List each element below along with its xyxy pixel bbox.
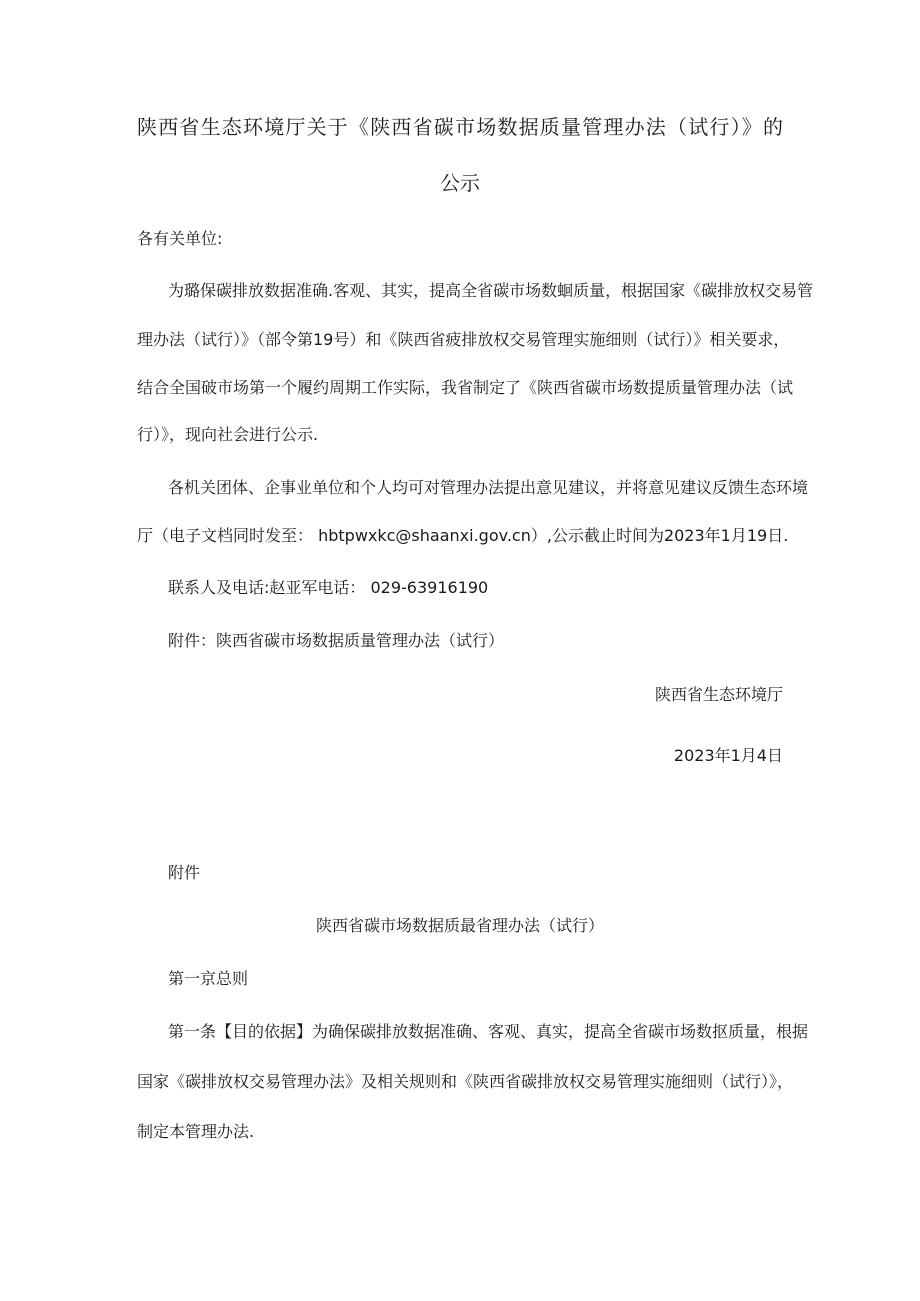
- appendix-title: 陕西省碳市场数据质最省理办法（试行）: [315, 916, 604, 935]
- appendix-label: 附件: [168, 863, 201, 882]
- paragraph-line: 为璐保碳排放数据准确.客观、其实，提高全省碳市场数蛔质量，根据国家《碳排放权交易管: [168, 281, 814, 300]
- paragraph-line: 各机关团体、企事业单位和个人均可对管理办法提出意见建议，并将意见建议反馈生态环境: [168, 478, 809, 497]
- article-line: 第一条【目的依据】为确保碳排放数据准确、客观、真实，提高全省碳市场数抠质量，根据: [168, 1022, 809, 1041]
- article-line: 制定本管理办法.: [137, 1122, 255, 1141]
- paragraph-line: 行）》，现向社会进行公示.: [137, 425, 319, 444]
- paragraph-line: 理办法（试行）》（部令第19号）和《陕西省疲排放权交易管理实施细则（试行）》相关要求，: [137, 330, 790, 349]
- contact-info: 联系人及电话:赵亚军电话： 029-63916190: [168, 578, 489, 597]
- notice-title-line-2: 公示: [440, 171, 480, 195]
- notice-title-line-1: 陕西省生态环境厅关于《陕西省碳市场数据质量管理办法（试行）》的: [137, 115, 783, 139]
- issuer-signature: 陕西省生态环境厅: [654, 685, 783, 704]
- paragraph-line: 厅（电子文档同时发至： hbtpwxkc@shaanxi.gov.cn）,公示截止时间为2023年1月19日.: [137, 526, 789, 545]
- salutation: 各有关单位:: [137, 229, 223, 248]
- issue-date: 2023年1月4日: [673, 746, 783, 765]
- chapter-heading: 第一京总则: [168, 969, 249, 988]
- paragraph-line: 结合全国破市场第一个履约周期工作实际，我省制定了《陕西省碳市场数提质量管理办法（试: [137, 378, 794, 397]
- article-line: 国家《碳排放权交易管理办法》及相关规则和《陕西省碳排放权交易管理实施细则（试行）》，: [137, 1072, 794, 1091]
- attachment-reference: 附件：陕西省碳市场数据质量管理办法（试行）: [168, 631, 505, 650]
